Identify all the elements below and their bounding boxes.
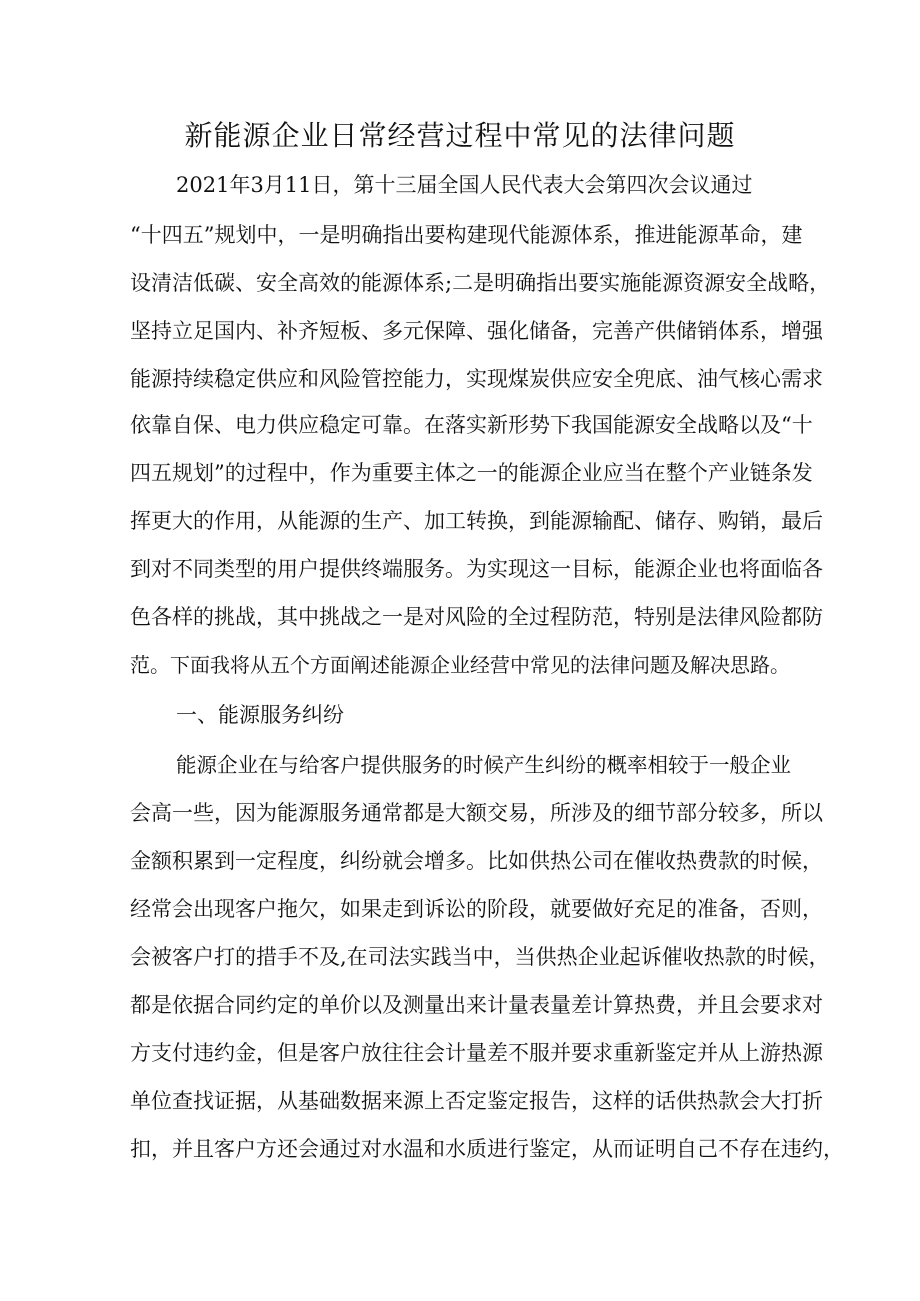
paragraph-line: 范。下面我将从五个方面阐述能源企业经营中常见的法律问题及解决思路。 <box>130 653 790 677</box>
paragraph-line: 坚持立足国内、补齐短板、多元保障、强化储备，完善产供储销体系，增强 <box>130 319 823 343</box>
paragraph-line: 方支付违约金，但是客户放往往会计量差不服并要求重新鉴定并从上游热源 <box>130 1041 823 1065</box>
paragraph-line: 到对不同类型的用户提供终端服务。为实现这一目标，能源企业也将面临各 <box>130 557 823 581</box>
paragraph-line: 扣，并且客户方还会通过对水温和水质进行鉴定，从而证明自己不存在违约， <box>130 1137 844 1161</box>
document-title: 新能源企业日常经营过程中常见的法律问题 <box>184 119 736 152</box>
section-heading: 一、能源服务纠纷 <box>176 703 344 727</box>
paragraph-line: 会高一些，因为能源服务通常都是大额交易，所涉及的细节部分较多，所以 <box>130 801 823 825</box>
paragraph-line: 单位查找证据，从基础数据来源上否定鉴定报告，这样的话供热款会大打折 <box>130 1089 823 1113</box>
paragraph-line: 会被客户打的措手不及,在司法实践当中，当供热企业起诉催收热款的时候， <box>130 945 830 969</box>
paragraph-line: 金额积累到一定程度，纠纷就会增多。比如供热公司在催收热费款的时候， <box>130 849 823 873</box>
paragraph-line: “十四五”规划中，一是明确指出要构建现代能源体系，推进能源革命，建 <box>130 223 803 247</box>
paragraph-line: 都是依据合同约定的单价以及测量出来计量表量差计算热费，并且会要求对 <box>130 993 823 1017</box>
paragraph-line: 能源持续稳定供应和风险管控能力，实现煤炭供应安全兜底、油气核心需求 <box>130 367 823 391</box>
paragraph-line: 色各样的挑战，其中挑战之一是对风险的全过程防范，特别是法律风险都防 <box>130 605 823 629</box>
paragraph-line: 能源企业在与给客户提供服务的时候产生纠纷的概率相较于一般企业 <box>176 753 791 777</box>
paragraph-line: 2021年3月11日，第十三届全国人民代表大会第四次会议通过 <box>176 173 753 197</box>
paragraph-line: 四五规划”的过程中，作为重要主体之一的能源企业应当在整个产业链条发 <box>130 461 813 485</box>
paragraph-line: 经常会出现客户拖欠，如果走到诉讼的阶段，就要做好充足的准备，否则， <box>130 897 823 921</box>
paragraph-line: 挥更大的作用，从能源的生产、加工转换，到能源输配、储存、购销，最后 <box>130 509 823 533</box>
paragraph-line: 依靠自保、电力供应稳定可靠。在落实新形势下我国能源安全战略以及“十 <box>130 413 813 437</box>
paragraph-line: 设清洁低碳、安全高效的能源体系;二是明确指出要实施能源资源安全战略， <box>130 271 831 295</box>
